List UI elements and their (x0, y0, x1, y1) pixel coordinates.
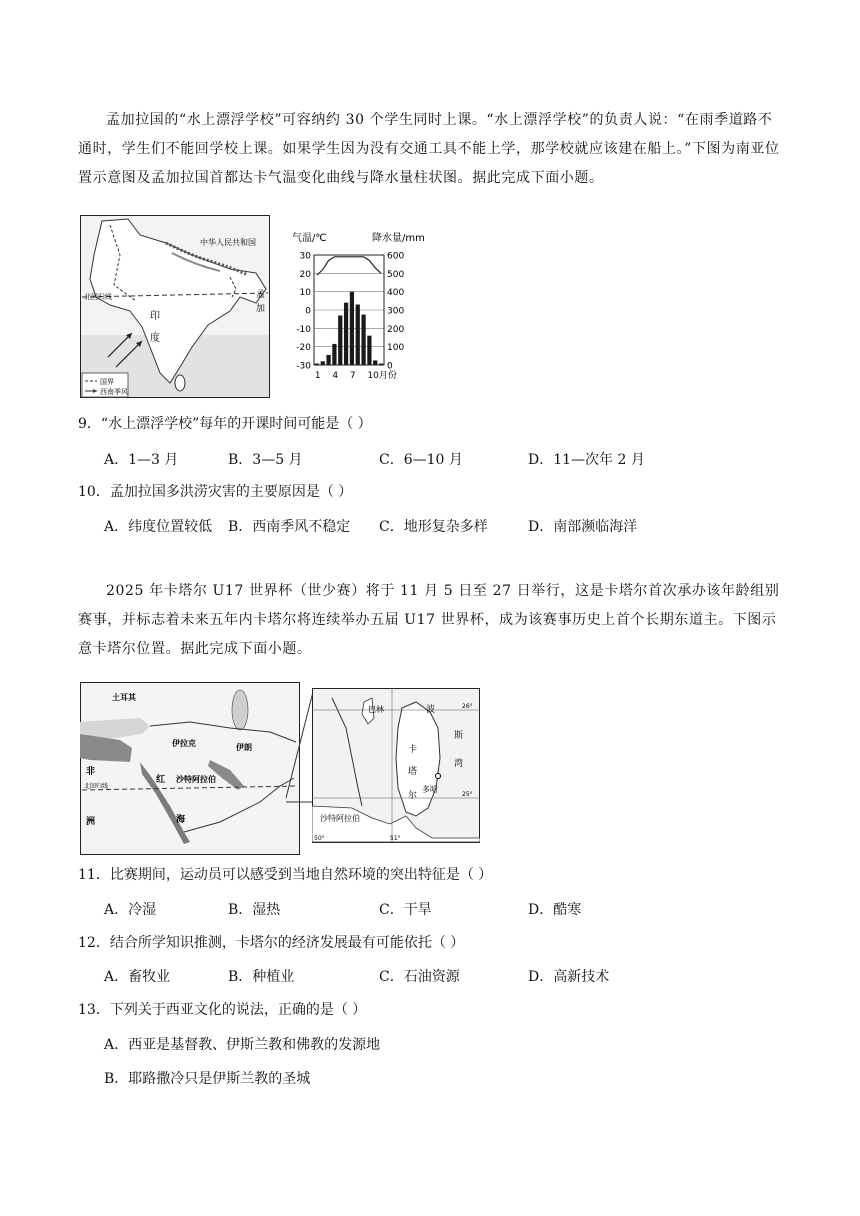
q12-option-b[interactable]: B．种植业 (228, 969, 295, 985)
precip-tick-label: 400 (387, 288, 405, 299)
precip-bar (315, 364, 319, 365)
precip-tick-label: 100 (387, 343, 405, 354)
precip-bar (367, 336, 371, 365)
precip-bar (361, 315, 365, 365)
india-label-1: 印 (150, 311, 160, 322)
month-tick-label: 7 (349, 371, 356, 381)
precip-tick-label: 600 (387, 251, 405, 262)
precip-axis-title: 降水量/mm (372, 233, 425, 244)
temp-tick-label: 10 (299, 288, 311, 299)
q9-option-b[interactable]: B．3—5 月 (228, 452, 303, 468)
month-tick-label: 10月份 (367, 371, 397, 381)
question-10-options (104, 517, 804, 537)
gulf-label-1: 波 (426, 705, 436, 715)
zoom-connector (280, 686, 316, 804)
month-tick-label: 1 (314, 371, 321, 381)
temp-tick-label: -10 (296, 324, 311, 335)
qatar-label-1: 卡 (408, 745, 418, 755)
q9-option-a[interactable]: A．1—3 月 (104, 452, 179, 468)
q12-option-a[interactable]: A．畜牧业 (104, 969, 171, 985)
africa-label-2: 洲 (86, 817, 96, 827)
q11-option-a[interactable]: A．冷湿 (104, 902, 157, 918)
bay-label-2: 加 (256, 304, 266, 314)
precip-bar (344, 303, 348, 365)
lon-51-label: 51° (390, 835, 401, 842)
question-9-stem: 9．“水上漂浮学校”每年的开课时间可能是（ ） (78, 416, 372, 432)
q10-option-a[interactable]: A．纬度位置较低 (104, 519, 213, 535)
q12-option-c[interactable]: C．石油资源 (379, 969, 460, 985)
gulf-label-3: 湾 (454, 759, 464, 769)
q10-option-c[interactable]: C．地形复杂多样 (379, 519, 488, 535)
temp-tick-label: -20 (296, 343, 311, 354)
question-12-options (104, 967, 804, 987)
q12-option-d[interactable]: D．高新技术 (528, 969, 610, 985)
temp-tick-label: -30 (296, 361, 311, 372)
tropic-label: 北回归线 (84, 293, 112, 301)
precip-bar (321, 361, 325, 365)
q11-option-c[interactable]: C．干旱 (379, 902, 432, 918)
india-label-2: 度 (150, 333, 160, 344)
precip-bar (332, 344, 336, 365)
bay-label-1: 孟 (256, 290, 266, 300)
tropic-label-2: 北回归线 (84, 783, 109, 790)
q10-option-b[interactable]: B．西南季风不稳定 (228, 519, 351, 535)
legend-border-label: 国界 (100, 378, 114, 386)
precip-bar (379, 364, 383, 365)
q13-option-b[interactable]: B．耶路撒冷只是伊斯兰教的圣城 (104, 1071, 311, 1087)
gulf-label-2: 斯 (454, 731, 464, 741)
precip-tick-label: 0 (387, 361, 393, 372)
temp-axis-title: 气温/℃ (292, 233, 327, 244)
question-10-stem: 10．孟加拉国多洪涝灾害的主要原因是（ ） (78, 484, 353, 500)
question-12-stem: 12．结合所学知识推测，卡塔尔的经济发展最有可能依托（ ） (78, 935, 465, 951)
temp-tick-label: 20 (299, 269, 311, 280)
precip-bar (356, 305, 360, 366)
qatar-inset-map (312, 688, 480, 843)
africa-label-1: 非 (86, 767, 96, 777)
lon-50-label: 50° (314, 835, 325, 842)
dhaka-climate-chart (284, 227, 434, 387)
iran-label: 伊朗 (236, 743, 252, 752)
temp-tick-label: 0 (305, 306, 311, 317)
temperature-line (317, 257, 381, 275)
saudi-label: 沙特阿拉伯 (176, 775, 216, 784)
intro-paragraph-1: 孟加拉国的“水上漂浮学校”可容纳约 30 个学生同时上课。“水上漂浮学校”的负责人说：“在雨季道路不通时，学生们不能回学校上课。如果学生因为没有交通工具不能上学，那学校就应该建在船上。”下图为南亚位置示意图及孟加拉国首都达卡气温变化曲线与降水量柱状图。据此完成下面小题。 (78, 112, 780, 186)
china-label: 中华人民共和国 (200, 238, 256, 247)
saudi-inset-label: 沙特阿拉伯 (320, 814, 360, 823)
middle-east-map (80, 682, 300, 855)
precip-tick-label: 300 (387, 306, 405, 317)
temp-tick-label: 30 (299, 251, 311, 262)
legend-monsoon-label: 西南季风 (100, 388, 128, 396)
lat-25-label: 25° (462, 791, 473, 798)
precip-bar (326, 355, 330, 365)
south-asia-map (80, 215, 270, 398)
qatar-label-3: 尔 (408, 791, 418, 801)
lat-26-label: 26° (462, 703, 473, 710)
question-9-options (104, 450, 804, 470)
qatar-label-2: 塔 (408, 767, 418, 777)
q9-option-c[interactable]: C．6—10 月 (379, 452, 463, 468)
turkey-label: 土耳其 (112, 693, 136, 702)
precip-bar (338, 316, 342, 366)
precip-tick-label: 500 (387, 269, 405, 280)
iraq-label: 伊拉克 (172, 739, 196, 748)
precip-tick-label: 200 (387, 324, 405, 335)
doha-label: 多哈 (422, 785, 438, 794)
q13-option-a[interactable]: A．西亚是基督教、伊斯兰教和佛教的发源地 (104, 1037, 381, 1053)
precip-bar (373, 360, 377, 365)
intro-paragraph-2: 2025 年卡塔尔 U17 世界杯（世少赛）将于 11 月 5 日至 27 日举行，这是卡塔尔首次承办该年龄组别赛事，并标志着未来五年内卡塔尔将连续举办五届 U17 世界杯，成为该赛事历史上首个长期东道主。下图示意卡塔尔位置。据此完成下面小题。 (78, 583, 780, 657)
q9-option-d[interactable]: D．11—次年 2 月 (528, 452, 645, 468)
red-sea-label-1: 红 (156, 775, 166, 785)
question-13-stem: 13．下列关于西亚文化的说法，正确的是（ ） (78, 1002, 367, 1018)
month-tick-label: 4 (332, 371, 339, 381)
question-11-options (104, 900, 804, 920)
red-sea-label-2: 海 (176, 815, 186, 825)
question-11-stem: 11．比赛期间，运动员可以感受到当地自然环境的突出特征是（ ） (78, 867, 493, 883)
bahrain-label: 巴林 (368, 705, 384, 714)
q10-option-d[interactable]: D．南部濒临海洋 (528, 519, 638, 535)
q11-option-d[interactable]: D．酷寒 (528, 902, 582, 918)
q11-option-b[interactable]: B．湿热 (228, 902, 281, 918)
precip-bar (350, 292, 354, 365)
